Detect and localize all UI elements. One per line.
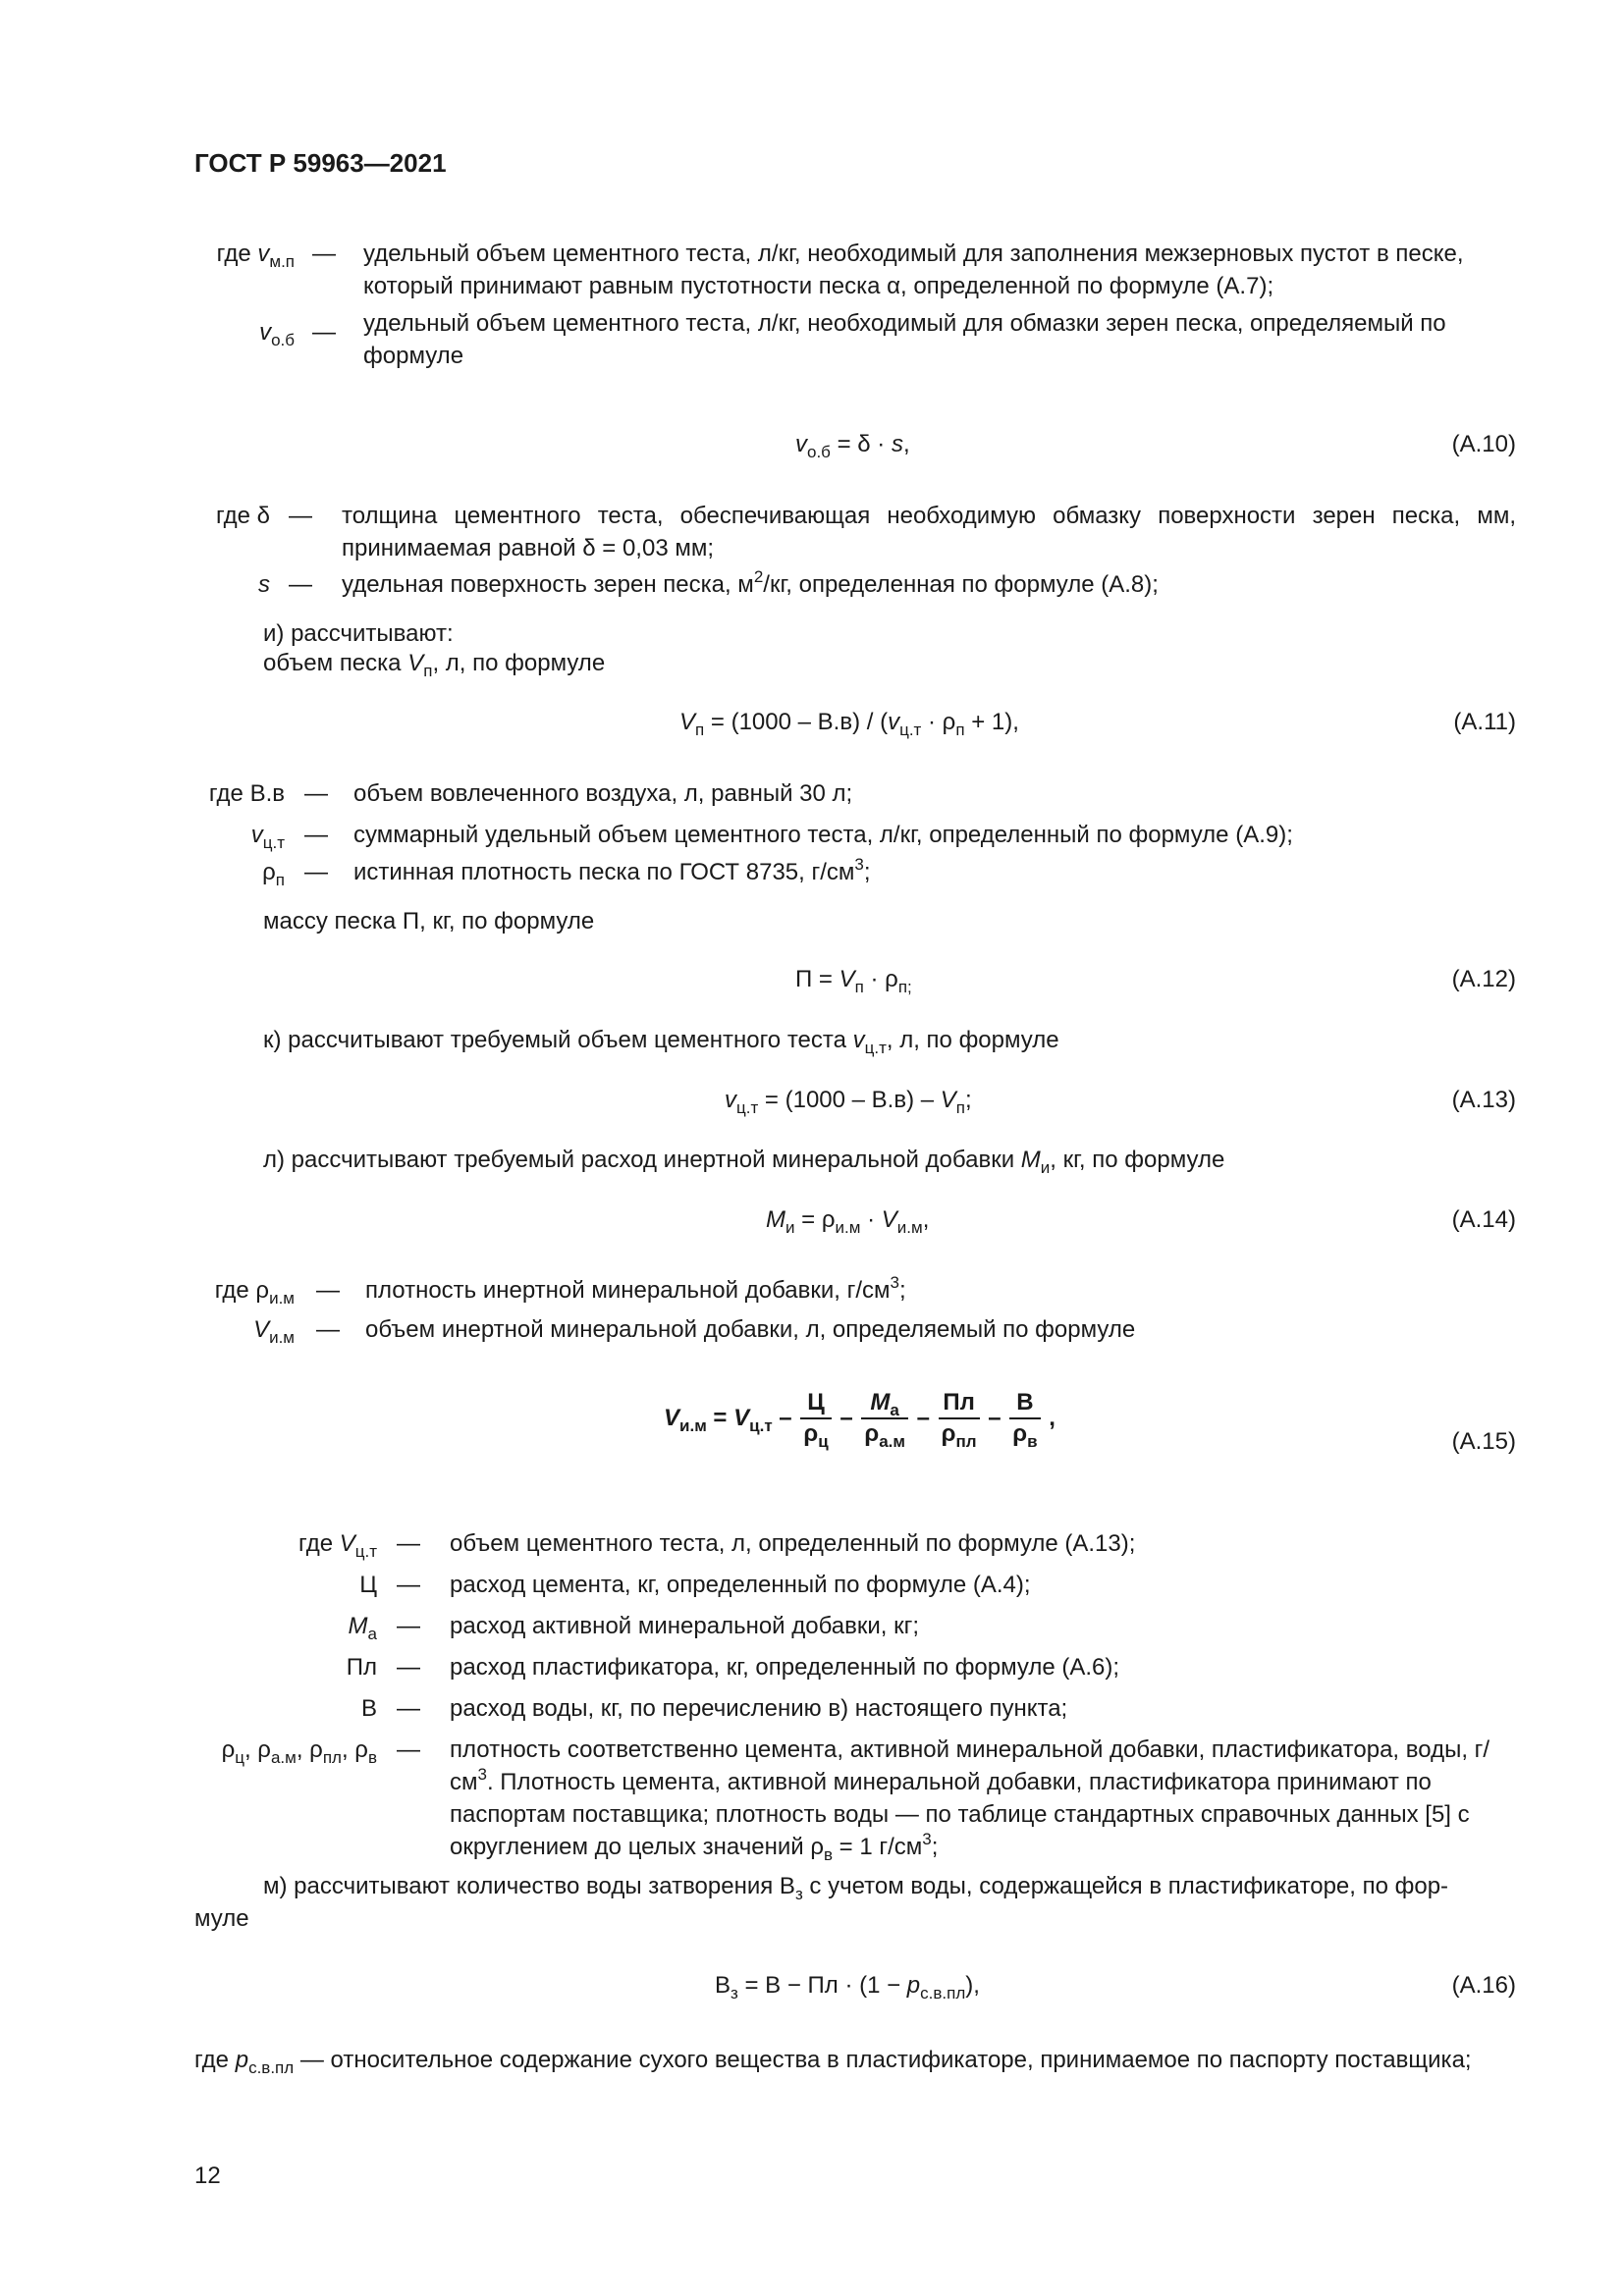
formula-number-a11: (А.11) — [1453, 709, 1516, 735]
where-e-term-6: $\rho_ц$, $\rho_{а.м}$, $\rho_{пл}$, $\rho_в$ — [221, 1736, 377, 1767]
where-e-desc-3: расход активной минеральной добавки, кг; — [450, 1613, 920, 1639]
where-c-term-1: где В.в — [208, 780, 285, 807]
document-header: ГОСТ Р 59963—2021 — [194, 148, 447, 178]
page-number: 12 — [194, 2163, 221, 2189]
where-b-desc-2: удельная поверхность зерен песка, $м^2/кг$, определенная по формуле (А.8); — [342, 567, 1159, 598]
item-k-text: к) рассчитывают требуемый объем цементного теста $v_{ц.т}$, л, по формуле — [263, 1027, 1059, 1057]
dash: — — [304, 859, 328, 885]
dash: — — [397, 1613, 420, 1639]
formula-number-a10: (А.10) — [1451, 431, 1516, 457]
where-c-desc-3: истинная плотность песка по ГОСТ 8735, $г/см^3$; — [353, 855, 871, 885]
where-b-desc-1: толщина цементного теста, обеспечивающая необходимую обмазку поверхности зерен песка, мм, принимаемая равной δ = 0,03 мм; — [342, 503, 1516, 561]
formula-number-a13: (А.13) — [1451, 1087, 1516, 1113]
where-d-term-1: где $\rho_{и.м}$ — [214, 1277, 295, 1308]
dash: — — [304, 780, 328, 807]
formula-number-a12: (А.12) — [1451, 966, 1516, 992]
formula-a10: $v_{о.б} = \delta \cdot s$, — [795, 431, 910, 461]
where-e-desc-6: плотность соответственно цемента, активной минеральной добавки, пластификатора, воды, $г/см^3$. Плотность цемента, активной минеральной добавки, пластификатора принимают по паспортам поставщика; плотность воды — по таблице стандартных справочных данных [5] с округлением до целых значений $\rho_в = 1$ $г/см^3$; — [450, 1736, 1490, 1864]
dash: — — [304, 822, 328, 848]
dash: — — [312, 319, 336, 346]
fraction-active-additive: $\frac{М_а}{\rho_{а.м}}$ — [861, 1388, 908, 1449]
where-c-desc-1: объем вовлеченного воздуха, л, равный 30 л; — [353, 780, 853, 807]
fraction-cement: $\frac{Ц}{\rho_ц}$ — [800, 1388, 831, 1449]
dash: — — [289, 503, 312, 529]
where-e-term-1: где $V_{ц.т}$ — [298, 1530, 377, 1561]
where-d-term-2: $V_{и.м}$ — [253, 1316, 295, 1347]
formula-a12: $П = V_п \cdot \rho_{п;}$ — [795, 966, 912, 996]
dash: — — [316, 1277, 340, 1304]
dash: — — [397, 1530, 420, 1557]
where-e-term-2: Ц — [359, 1572, 377, 1598]
formula-number-a14: (А.14) — [1451, 1206, 1516, 1233]
dash: — — [289, 571, 312, 598]
where-e-desc-1: объем цементного теста, л, определенный по формуле (А.13); — [450, 1530, 1136, 1557]
where-b-term-2: s — [258, 571, 270, 598]
formula-number-a15: (А.15) — [1451, 1428, 1516, 1455]
where-a-desc-2: удельный объем цементного теста, л/кг, необходимый для обмазки зерен песка, определяемый по формуле — [363, 310, 1446, 369]
where-c-desc-2: суммарный удельный объем цементного теста, л/кг, определенный по формуле (А.9); — [353, 822, 1293, 848]
dash: — — [397, 1654, 420, 1681]
formula-a14: $М_и = \rho_{и.м} \cdot V_{и.м}$, — [766, 1206, 930, 1237]
where-d-desc-2: объем инертной минеральной добавки, л, определяемый по формуле — [365, 1316, 1136, 1343]
where-a-desc-1: удельный объем цементного теста, л/кг, необходимый для заполнения межзерновых пустот в песке, который принимают равным пустотности песка α, определенной по формуле (А.7); — [363, 240, 1464, 299]
where-e-desc-2: расход цемента, кг, определенный по формуле (А.4); — [450, 1572, 1031, 1598]
where-d-desc-1: плотность инертной минеральной добавки, $г/см^3$; — [365, 1273, 906, 1304]
dash: — — [397, 1695, 420, 1722]
where-a-term-1: где $v_{м.п}$ — [216, 240, 295, 271]
mass-sand-text: массу песка П, кг, по формуле — [263, 908, 595, 934]
where-e-term-3: $М_а$ — [348, 1613, 377, 1643]
dash: — — [397, 1736, 420, 1763]
fraction-plasticizer: $\frac{Пл}{\rho_{пл}}$ — [939, 1388, 980, 1449]
item-i-text: объем песка $V_п$, л, по формуле — [263, 650, 606, 680]
formula-a13: $v_{ц.т} = (1000 - В.в) - V_п$; — [725, 1087, 972, 1117]
dash: — — [397, 1572, 420, 1598]
where-e-term-5: В — [360, 1695, 377, 1722]
where-b-term-1: где δ — [215, 503, 270, 529]
where-e-desc-4: расход пластификатора, кг, определенный по формуле (А.6); — [450, 1654, 1120, 1681]
dash: — — [316, 1316, 340, 1343]
formula-a11: $V_п = (1000 - В.в) / (v_{ц.т} \cdot \rho_п + 1)$, — [679, 709, 1019, 739]
where-f-text: где $p_{с.в.пл}$ — относительное содержание сухого вещества в пластификаторе, принимаемое по паспорту поставщика; — [194, 2047, 1472, 2077]
formula-number-a16: (А.16) — [1451, 1972, 1516, 1999]
item-i-title: и) рассчитывают: — [263, 620, 454, 647]
item-m-text: м) рассчитывают количество воды затворения $В_з$ с учетом воды, содержащейся в пластификаторе, по фор- муле — [194, 1873, 1449, 1932]
item-l-text: л) рассчитывают требуемый расход инертной минеральной добавки $М_и$, кг, по формуле — [263, 1147, 1225, 1177]
fraction-water: $\frac{В}{\rho_в}$ — [1009, 1388, 1040, 1449]
formula-a15: $V_{и.м} = V_{ц.т}$ – $\frac{Ц}{\rho_ц}$ – $\frac{М_а}{\rho_{а.м}}$ – $\frac{Пл}{\rho_{пл}}$ – $\frac{В}{\rho_в}$ , — [664, 1389, 1056, 1451]
dash: — — [312, 240, 336, 267]
where-c-term-3: $\rho_п$ — [262, 859, 285, 889]
where-e-desc-5: расход воды, кг, по перечислению в) настоящего пункта; — [450, 1695, 1068, 1722]
where-c-term-2: $v_{ц.т}$ — [250, 822, 285, 852]
where-a-term-2: $v_{о.б}$ — [259, 319, 295, 349]
where-e-term-4: Пл — [346, 1654, 377, 1681]
formula-a16: $В_з = В$ − Пл · $(1 - p_{с.в.пл})$, — [715, 1972, 980, 2002]
